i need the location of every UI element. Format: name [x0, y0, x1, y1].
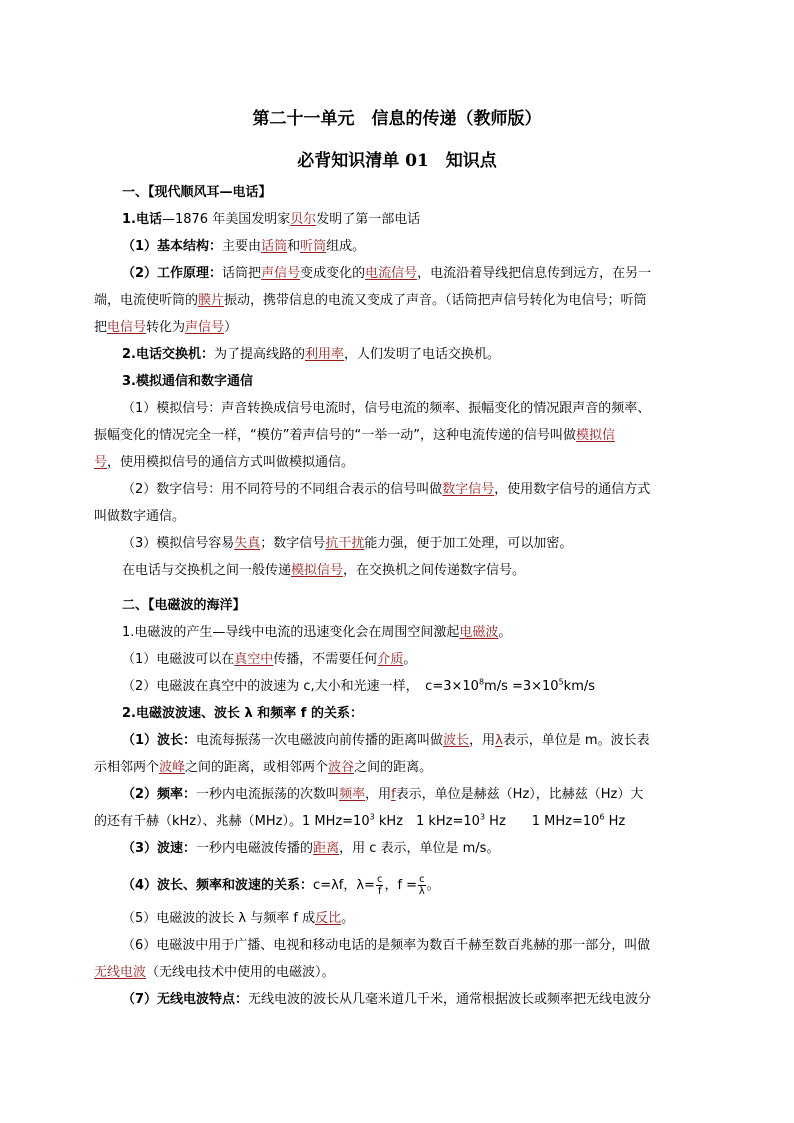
section-1-heading: 一、【现代顺风耳—电话】 [122, 185, 272, 200]
text: ，电流沿着导线把信息传到远方，在另一 [417, 266, 652, 281]
s1-p13 [122, 535, 732, 553]
text: km/s [563, 679, 596, 694]
text: （3）模拟信号容易 [122, 536, 235, 551]
key-term: 话筒 [261, 239, 288, 254]
key-term: 膜片 [198, 293, 225, 308]
s1-p9 [94, 427, 704, 445]
text: 的还有千赫（kHz）、兆赫（MHz）。1 MHz=10 [94, 814, 370, 829]
text: Hz 1 MHz=10 [485, 814, 600, 829]
key-term: 声信号 [185, 320, 225, 335]
s2-p2 [122, 651, 732, 669]
key-term: 真空中 [234, 652, 274, 667]
key-term: 声信号 [261, 266, 301, 281]
text: 1.电磁波的产生—导线中电流的迅速变化会在周围空间激起 [122, 625, 460, 640]
s2-p11 [122, 910, 732, 928]
s1-p11 [122, 481, 732, 499]
text: ，在交换机之间传递数字信号。 [343, 563, 526, 578]
text: （1）电磁波可以在 [122, 652, 235, 667]
text: 。 [403, 652, 417, 667]
s1-p14 [122, 562, 732, 580]
exponent: 6 [599, 812, 605, 822]
text: （2）电磁波在真空中的波速为 c,大小和光速一样， c=3×10 [122, 679, 479, 694]
text: （无线电技术中使用的电磁波）。 [146, 965, 335, 980]
numerator: c [419, 874, 425, 885]
key-term: 模拟信号 [291, 563, 344, 578]
text: 表示，单位是赫兹（Hz），比赫兹（Hz）大 [395, 787, 644, 802]
text: 在电话与交换机之间一般传递 [122, 563, 292, 578]
text: ） [224, 320, 238, 335]
exponent: 8 [478, 677, 485, 687]
text: 为了提高线路的 [213, 347, 305, 362]
text: 把 [94, 320, 108, 335]
text: （2）数字信号：用不同符号的不同组合表示的信号叫做 [122, 482, 443, 497]
text: 发明了第一部电话 [316, 212, 421, 227]
key-term: 抗干扰 [325, 536, 365, 551]
key-term: 电信号 [107, 320, 147, 335]
term: （3）波速： [122, 841, 197, 856]
text: 变成变化的 [300, 266, 366, 281]
fraction-c-over-f [376, 874, 384, 897]
text: 传播，不需要任何 [273, 652, 378, 667]
denominator: f [377, 886, 382, 897]
text: （5）电磁波的波长 λ 与频率 f 成 [122, 911, 316, 926]
key-term: 失真 [234, 536, 261, 551]
key-term: λ [495, 733, 503, 748]
s2-p8 [94, 813, 704, 831]
s1-p12: 叫做数字通信。 [94, 509, 186, 524]
text: ，用 [469, 733, 496, 748]
s1-p1 [122, 211, 732, 229]
key-term: 数字信号 [442, 482, 495, 497]
s2-p1 [122, 624, 732, 642]
s1-p7: 3.模拟通信和数字通信 [122, 374, 253, 389]
key-term: 频率 [339, 787, 366, 802]
text: ，用 [365, 787, 392, 802]
term: （4）波长、频率和波速的关系： [122, 878, 314, 893]
s2-p13 [94, 964, 704, 982]
text: 电流每振荡一次电磁波向前传播的距离叫做 [196, 733, 444, 748]
term: （1）基本结构： [122, 239, 223, 254]
exponent: 3 [369, 812, 375, 822]
key-term: 介质 [377, 652, 404, 667]
text: 能力强，便于加工处理，可以加密。 [364, 536, 573, 551]
s2-p6 [94, 759, 704, 777]
s2-p12: （6）电磁波中用于广播、电视和移动电话的是频率为数百千赫至数百兆赫的那一部分，叫做 [122, 938, 651, 953]
key-term: 利用率 [305, 347, 345, 362]
text: 。 [498, 625, 512, 640]
document-title: 第二十一单元 信息的传递（教师版） [252, 109, 542, 129]
text: 话筒把 [222, 266, 262, 281]
text: ，人们发明了电话交换机。 [344, 347, 501, 362]
text: kHz 1 kHz=10 [374, 814, 480, 829]
exponent: 5 [558, 677, 564, 687]
denominator: λ [418, 886, 425, 897]
formula: c=λf，λ= [313, 878, 375, 893]
s1-p6 [122, 346, 732, 364]
term: 2.电话交换机： [122, 347, 214, 362]
text: 一秒内电磁波传播的 [196, 841, 314, 856]
text: 示相邻两个 [94, 760, 160, 775]
text: 转化为 [146, 320, 186, 335]
text: ，使用数字信号的通信方式 [494, 482, 651, 497]
s2-p9 [122, 840, 732, 858]
s1-p3 [122, 265, 732, 283]
text: 端，电流使听筒的 [94, 293, 199, 308]
key-term: 波谷 [328, 760, 355, 775]
term: 1.电话 [122, 212, 162, 227]
section-2-heading: 二、【电磁波的海洋】 [122, 598, 246, 613]
s2-p10 [122, 874, 732, 897]
term: （1）波长： [122, 733, 197, 748]
term: （2）频率： [122, 787, 197, 802]
s1-p4 [94, 292, 704, 310]
text: 之间的距离。 [354, 760, 433, 775]
text: ，使用模拟信号的通信方式叫做模拟通信。 [107, 455, 355, 470]
s1-p8: （1）模拟信号：声音转换成信号电流时，信号电流的频率、振幅变化的情况跟声音的频率、 [122, 401, 651, 416]
key-term: 模拟信 [575, 428, 615, 443]
s2-p7 [122, 786, 732, 804]
s1-p2 [122, 238, 732, 256]
text: Hz [604, 814, 626, 829]
text: 和 [287, 239, 301, 254]
s2-p3 [122, 678, 732, 696]
key-term: 号 [94, 455, 108, 470]
key-term: 波长 [443, 733, 470, 748]
text: ，用 c 表示，单位是 m/s。 [339, 841, 500, 856]
key-term: f [391, 787, 396, 802]
text: 。 [341, 911, 355, 926]
s1-p5 [94, 319, 704, 337]
s2-p14 [122, 991, 732, 1009]
s2-p5 [122, 732, 732, 750]
term: （7）无线电波特点： [122, 992, 249, 1007]
text: m/s =3×10 [484, 679, 559, 694]
key-term: 贝尔 [290, 212, 317, 227]
formula: ，f = [384, 878, 418, 893]
key-term: 反比 [315, 911, 342, 926]
key-term: 波峰 [159, 760, 186, 775]
s2-p4: 2.电磁波波速、波长 λ 和频率 f 的关系： [122, 706, 363, 721]
text: —1876 年美国发明家 [161, 212, 291, 227]
text: 主要由 [222, 239, 262, 254]
s1-p10 [94, 454, 704, 472]
text: 无线电波的波长从几毫米道几千米，通常根据波长或频率把无线电波分 [248, 992, 652, 1007]
text: 振动，携带信息的电流又变成了声音。（话筒把声信号转化为电信号；听筒 [224, 293, 647, 308]
term: （2）工作原理： [122, 266, 223, 281]
key-term: 电流信号 [365, 266, 418, 281]
text: 。 [426, 878, 440, 893]
key-term: 距离 [313, 841, 340, 856]
numerator: c [376, 874, 383, 885]
text: 振幅变化的情况完全一样，“模仿”着声信号的“一举一动”，这种电流传递的信号叫做 [94, 428, 576, 443]
key-term: 无线电波 [94, 965, 147, 980]
text: ；数字信号 [260, 536, 326, 551]
fraction-c-over-lambda [418, 874, 426, 897]
text: 组成。 [326, 239, 366, 254]
text: 之间的距离，或相邻两个 [185, 760, 329, 775]
key-term: 电磁波 [459, 625, 499, 640]
key-term: 听筒 [300, 239, 327, 254]
document-subtitle: 必背知识清单 01 知识点 [297, 151, 497, 171]
exponent: 3 [479, 812, 486, 822]
text: 表示，单位是 m。波长表 [502, 733, 650, 748]
text: 一秒内电流振荡的次数叫 [196, 787, 340, 802]
